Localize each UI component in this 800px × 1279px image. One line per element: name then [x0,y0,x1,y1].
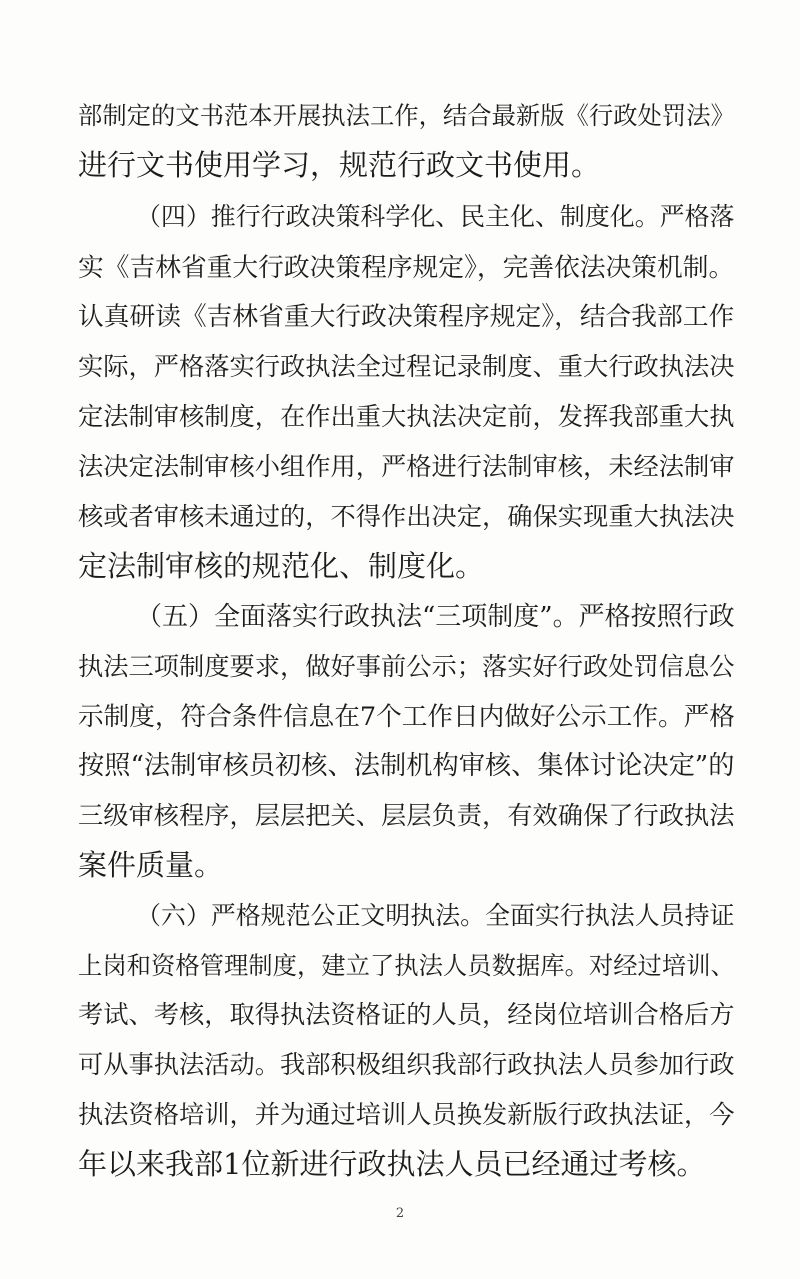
text-line-6: 实际，严格落实行政执法全过程记录制度、重大行政执法决 [78,352,735,381]
text-line-19: 考试、考核，取得执法资格证的人员，经岗位培训合格后方 [78,1000,735,1029]
text-line-22: 年以来我部1位新进行政执法人员已经通过考核。 [78,1147,706,1181]
text-line-18: 上岗和资格管理制度，建立了执法人员数据库。对经过培训、 [78,951,735,980]
text-line-4: 实《吉林省重大行政决策程序规定》，完善依法决策机制。 [78,253,735,283]
text-line-1: 部制定的文书范本开展执法工作，结合最新版《行政处罚法》 [78,101,735,130]
text-line-7: 定法制审核制度，在作出重大执法决定前，发挥我部重大执 [78,402,735,431]
text-line-20: 可从事执法活动。我部积极组织我部行政执法人员参加行政 [78,1050,735,1079]
paragraph-heading-6: （六）严格规范公正文明执法。全面实行执法人员持证 [136,901,735,930]
text-line-2: 进行文书使用学习，规范行政文书使用。 [78,148,601,182]
text-line-9: 核或者审核未通过的，不得作出决定，确保实现重大执法决 [78,502,735,531]
page-number: 2 [395,1206,405,1221]
text-line-14: 按照“法制审核员初核、法制机构审核、集体讨论决定”的 [78,751,735,781]
paragraph-heading-5: （五）全面落实行政执法“三项制度”。严格按照行政 [136,602,735,632]
text-line-21: 执法资格培训，并为通过培训人员换发新版行政执法证，今 [78,1100,735,1129]
text-line-16: 案件质量。 [78,848,224,882]
text-line-10: 定法制审核的规范化、制度化。 [78,549,485,583]
text-line-5: 认真研读《吉林省重大行政决策程序规定》，结合我部工作 [78,302,735,332]
text-line-12: 执法三项制度要求，做好事前公示；落实好行政处罚信息公 [78,652,735,681]
text-line-15: 三级审核程序，层层把关、层层负责，有效确保了行政执法 [78,801,735,830]
text-line-13: 示制度，符合条件信息在7个工作日内做好公示工作。严格 [78,702,735,732]
text-line-8: 法决定法制审核小组作用，严格进行法制审核，未经法制审 [78,452,735,481]
paragraph-heading-4: （四）推行行政决策科学化、民主化、制度化。严格落 [136,202,735,231]
